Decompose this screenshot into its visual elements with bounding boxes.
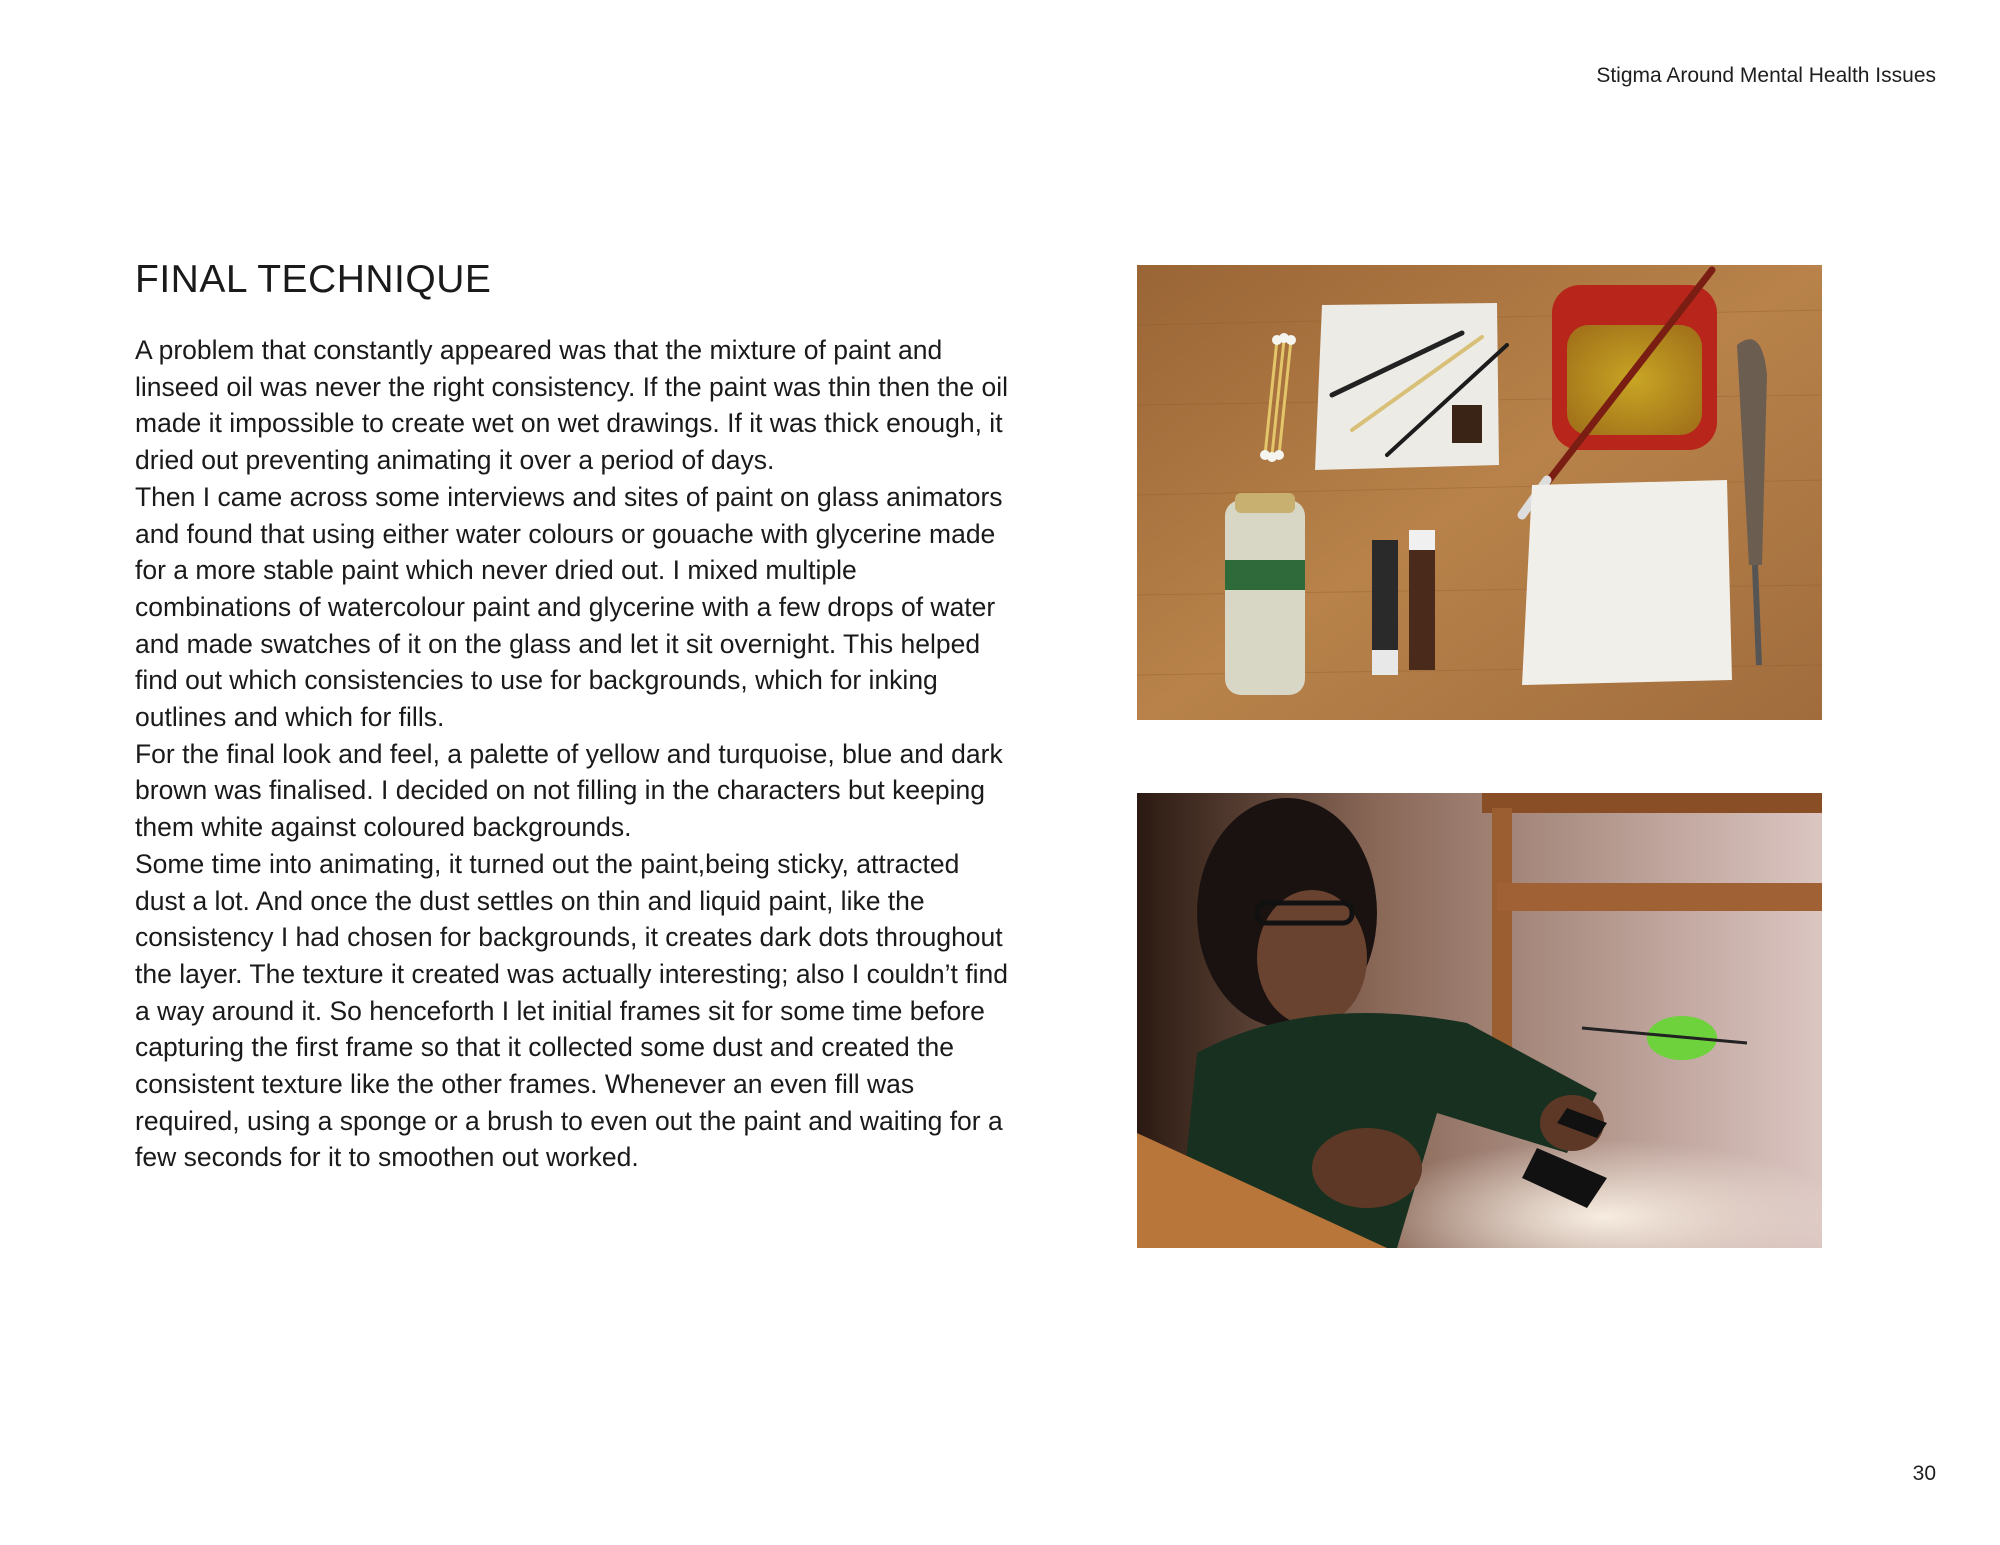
tissue-paper-top [1315,303,1499,470]
paragraph-1: A problem that constantly appeared was that the mixture of paint and linseed oil was never the right consistency. If the paint was thin then the oil made it impossible to create wet on wet drawings. If it was thick enough, it dried out preventing animating it over a period of days. [135,335,1009,476]
artist-painting-image [1137,793,1822,1248]
photo-artist-painting [1137,793,1822,1248]
paragraph-3: For the final look and feel, a palette of yellow and turquoise, blue and dark brown was finalised. I decided on not filling in the characters but keeping them white against coloured backgrounds. [135,738,1003,843]
wooden-frame [1482,793,1822,813]
artist-hand [1312,1128,1422,1208]
body-text [135,332,1015,1176]
paint-cake [1452,405,1482,443]
art-supplies-image [1137,265,1822,720]
paragraph-4: Some time into animating, it turned out the paint,being sticky, attracted dust a lot. And once the dust settles on thin and liquid paint, like the consistency I had chosen for backgrounds, it creates dark dots throughout the layer. The texture it created was actually interesting; also I couldn’t find a way around it. So henceforth I let initial frames sit for some time before capturing the first frame so that it collected some dust and created the consistent texture like the other frames. Whenever an even fill was required, using a sponge or a brush to even out the paint and waiting for a few seconds for it to smoothen out worked. [135,848,1009,1173]
paint-tube-brown [1409,540,1435,670]
section-title: FINAL TECHNIQUE [135,258,492,301]
text-column [135,258,1015,1176]
paragraph-2: Then I came across some interviews and sites of paint on glass animators and found that using either water colours or gouache with glycerine made for a more stable paint which never dried out. I mixed multiple combinations of watercolour paint and glycerine with a few drops of water and made swatches of it on the glass and let it sit overnight. This helped find out which consistencies to use for backgrounds, which for inking outlines and which for fills. [135,481,1003,733]
photo-art-supplies [1137,265,1822,720]
tissue-paper-bottom [1522,480,1732,685]
glycerine-bottle [1225,500,1305,695]
running-header: Stigma Around Mental Health Issues [1596,64,1936,87]
page-number: 30 [1912,1462,1936,1485]
